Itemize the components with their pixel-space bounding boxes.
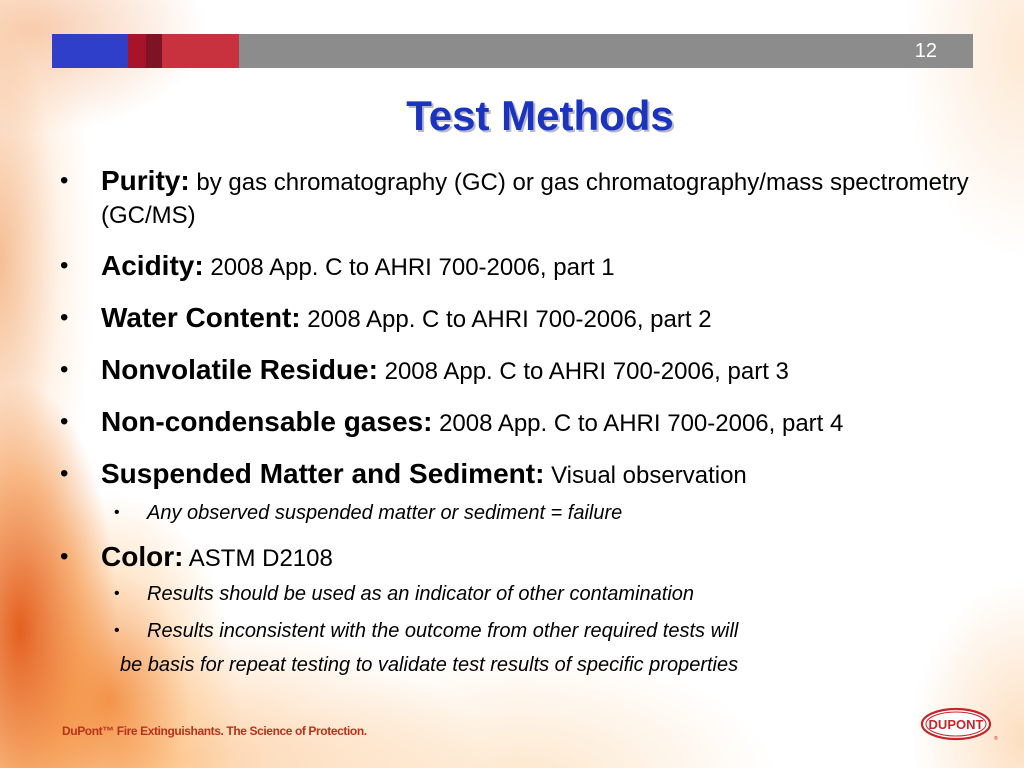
- bullet-text: 2008 App. C to AHRI 700-2006, part 1: [210, 254, 615, 281]
- header-bar-blue-block: [52, 34, 128, 68]
- bullet-text: 2008 App. C to AHRI 700-2006, part 2: [307, 306, 712, 333]
- bullet-dot: •: [60, 304, 69, 331]
- bullet-term: Water Content:: [101, 302, 301, 333]
- bullet-text: ASTM D2108: [188, 545, 333, 572]
- bullet-purity: [60, 164, 1000, 232]
- bullet-suspended-matter: [60, 457, 1000, 492]
- dupont-logo: [918, 705, 998, 743]
- bullet-dot: •: [60, 408, 69, 435]
- slide-title: Test Methods: [406, 92, 674, 139]
- bullet-dot: •: [60, 543, 69, 570]
- bullet-term: Suspended Matter and Sediment:: [101, 458, 545, 489]
- header-bar-dark-red-block: [146, 34, 162, 68]
- sub-bullet-dot: •: [114, 585, 120, 602]
- bullet-color: [60, 540, 1000, 575]
- sub-bullet-text: Results inconsistent with the outcome from other required tests will: [147, 620, 739, 642]
- svg-text:®: ®: [994, 736, 998, 742]
- bullet-water-content: [60, 301, 1000, 336]
- header-bar-light-red-block: [162, 34, 239, 68]
- bullet-dot: •: [60, 460, 69, 487]
- sub-bullet-text: Any observed suspended matter or sediment = failure: [147, 502, 623, 524]
- bullet-dot: •: [60, 252, 69, 279]
- footer-tagline: DuPont™ Fire Extinguishants. The Science of Protection.: [62, 724, 367, 738]
- bullet-text: 2008 App. C to AHRI 700-2006, part 4: [439, 410, 844, 437]
- bullet-term: Acidity:: [101, 250, 204, 281]
- sub-bullet: [60, 614, 1000, 648]
- bullet-term: Purity:: [101, 165, 190, 196]
- sub-bullet-dot: •: [114, 622, 120, 639]
- bullet-text: by gas chromatography (GC) or gas chromatography/mass spectrometry (GC/MS): [101, 169, 969, 229]
- bullet-term: Nonvolatile Residue:: [101, 354, 378, 385]
- slide-number: 12: [914, 40, 937, 62]
- dupont-logo-text: DUPONT: [928, 717, 984, 732]
- bullet-non-condensable-gases: [60, 405, 1000, 440]
- bullet-acidity: [60, 249, 1000, 284]
- bullet-dot: •: [60, 356, 69, 383]
- sub-bullet: [60, 496, 1000, 530]
- header-bar-red-block: [128, 34, 146, 68]
- bullet-text: Visual observation: [551, 462, 747, 489]
- sub-bullet-dot: •: [114, 504, 120, 521]
- sub-bullet-text: Results should be used as an indicator of other contamination: [147, 583, 695, 605]
- sub-bullet: [60, 577, 1000, 611]
- bullet-term: Color:: [101, 541, 184, 572]
- sub-bullet-continuation: be basis for repeat testing to validate test results of specific properties: [120, 654, 739, 676]
- bullet-nonvolatile-residue: [60, 353, 1000, 388]
- bullet-list: [60, 164, 1000, 682]
- bullet-text: 2008 App. C to AHRI 700-2006, part 3: [384, 358, 789, 385]
- header-bar: [52, 34, 973, 68]
- bullet-dot: •: [60, 167, 69, 194]
- bullet-term: Non-condensable gases:: [101, 406, 433, 437]
